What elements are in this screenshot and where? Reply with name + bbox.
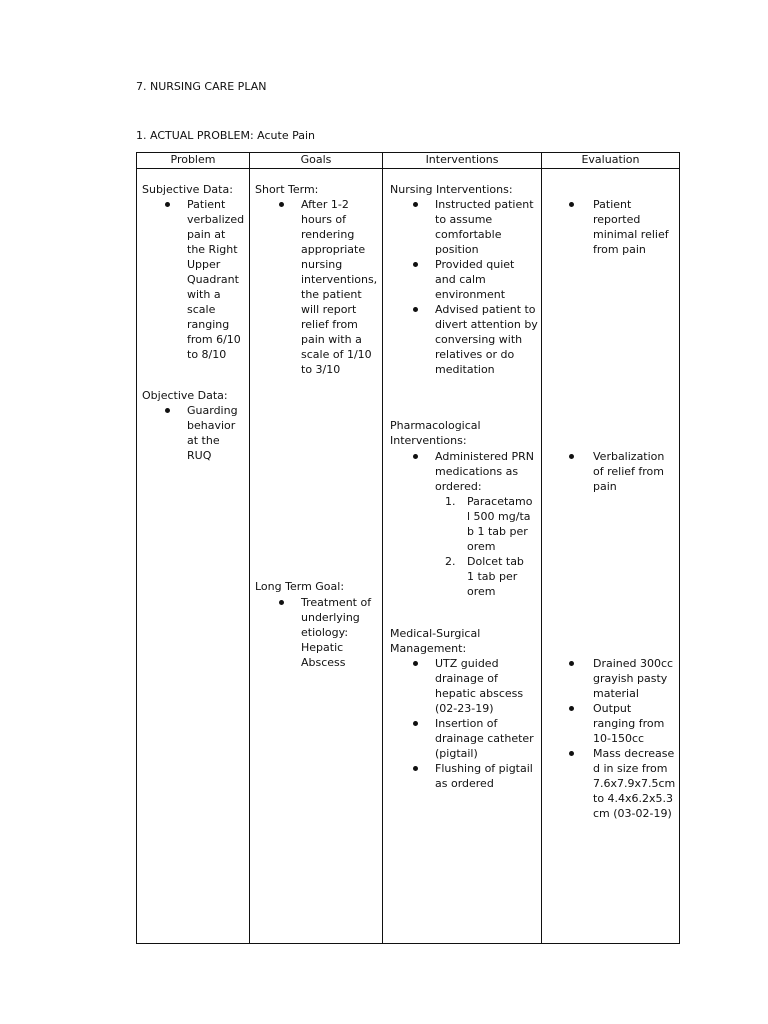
col-divider-3	[541, 152, 542, 944]
evaluation-item: Drained 300cc grayish pasty material	[593, 657, 674, 700]
list-item	[255, 197, 379, 377]
nursing-item: Instructed patient to assume comfortable position	[435, 198, 534, 256]
objective-data-label: Objective Data:	[142, 389, 228, 402]
bullet-icon	[569, 706, 574, 711]
pharmacological-label	[390, 418, 540, 448]
evaluation-item: Patient reported minimal relief from pain	[593, 198, 669, 256]
evaluation-item: Mass decreased in size from 7.6x7.9x7.5cm to 4.4x6.2x5.3cm (03-02-19)	[593, 747, 676, 820]
problem-heading: 1. ACTUAL PROBLEM: Acute Pain	[136, 129, 316, 142]
bullet-icon	[413, 202, 418, 207]
subjective-data-label: Subjective Data:	[142, 183, 233, 196]
objective-data-list	[142, 403, 246, 463]
subjective-data-list	[142, 197, 246, 362]
long-term-item: Treatment of underlying etiology: Hepatic Abscess	[301, 596, 372, 669]
list-item	[390, 656, 538, 716]
evaluation-item: Verbalization of relief from pain	[593, 450, 665, 493]
list-number: 2.	[445, 555, 456, 568]
evaluation-item: Output ranging from 10-150cc	[593, 702, 665, 745]
medical-surgical-item: UTZ guided drainage of hepatic abscess (02-23-19)	[435, 657, 524, 715]
list-item	[548, 656, 676, 701]
list-item	[390, 257, 538, 302]
subjective-item: Patient verbalized pain at the Right Upper Quadrant with a scale ranging from 6/10 to 8/10	[187, 198, 245, 361]
bullet-icon	[569, 454, 574, 459]
list-item	[390, 761, 538, 791]
bullet-icon	[569, 751, 574, 756]
medication-item: Dolcet tab 1 tab per orem	[467, 555, 524, 598]
col-divider-2	[382, 152, 383, 944]
bullet-icon	[279, 600, 284, 605]
medical-surgical-item: Flushing of pigtail as ordered	[435, 762, 533, 790]
bullet-icon	[413, 661, 418, 666]
bullet-icon	[413, 766, 418, 771]
medical-surgical-item: Insertion of drainage catheter (pigtail)	[435, 717, 534, 760]
table-border-bottom	[136, 943, 680, 944]
evaluation-list-1	[548, 197, 676, 257]
table-border-right	[679, 152, 680, 944]
long-term-list	[255, 595, 379, 670]
bullet-icon	[413, 721, 418, 726]
header-goals: Goals	[300, 153, 332, 166]
medical-surgical-list	[390, 656, 538, 791]
col-divider-1	[249, 152, 250, 944]
medication-item: Paracetamol 500 mg/tab 1 tab per orem	[467, 495, 533, 553]
evaluation-list-2	[548, 449, 676, 494]
pharmacological-list	[390, 449, 538, 599]
list-item	[548, 197, 676, 257]
list-item	[435, 554, 538, 599]
table-border-left	[136, 152, 137, 944]
pharmacological-label-line: Interventions:	[390, 434, 467, 447]
bullet-icon	[165, 408, 170, 413]
list-item	[548, 746, 676, 821]
section-heading: 7. NURSING CARE PLAN	[136, 80, 267, 93]
bullet-icon	[279, 202, 284, 207]
header-evaluation: Evaluation	[581, 153, 640, 166]
header-divider	[136, 168, 680, 169]
list-item	[390, 302, 538, 377]
list-item	[255, 595, 379, 670]
bullet-icon	[569, 202, 574, 207]
objective-item: Guarding behavior at the RUQ	[187, 404, 238, 462]
list-item	[390, 449, 538, 599]
medical-surgical-label-line: Management:	[390, 642, 467, 655]
bullet-icon	[413, 307, 418, 312]
list-item	[142, 197, 246, 362]
bullet-icon	[165, 202, 170, 207]
pharmacological-label-line: Pharmacological	[390, 419, 481, 432]
bullet-icon	[413, 262, 418, 267]
short-term-list	[255, 197, 379, 377]
bullet-icon	[413, 454, 418, 459]
list-item	[548, 701, 676, 746]
medical-surgical-label-line: Medical-Surgical	[390, 627, 481, 640]
list-item	[390, 197, 538, 257]
nursing-interventions-list	[390, 197, 538, 377]
short-term-item: After 1-2 hours of rendering appropriate nursing interventions, the patient will report relief from pain with a scale of 1/10 to 3/10	[301, 198, 378, 376]
nursing-item: Provided quiet and calm environment	[435, 258, 515, 301]
pharmacological-item: Administered PRN medications as ordered:	[435, 450, 534, 493]
nursing-item: Advised patient to divert attention by conversing with relatives or do meditation	[435, 303, 538, 376]
list-item	[548, 449, 676, 494]
nursing-interventions-label: Nursing Interventions:	[390, 183, 513, 196]
medication-list	[435, 494, 538, 599]
long-term-label: Long Term Goal:	[255, 580, 345, 593]
medical-surgical-label	[390, 626, 540, 656]
header-problem: Problem	[170, 153, 216, 166]
care-plan-table	[136, 152, 680, 944]
list-number: 1.	[445, 495, 456, 508]
evaluation-list-3	[548, 656, 676, 821]
list-item	[390, 716, 538, 761]
list-item	[142, 403, 246, 463]
bullet-icon	[569, 661, 574, 666]
header-interventions: Interventions	[425, 153, 499, 166]
short-term-label: Short Term:	[255, 183, 319, 196]
list-item	[435, 494, 538, 554]
